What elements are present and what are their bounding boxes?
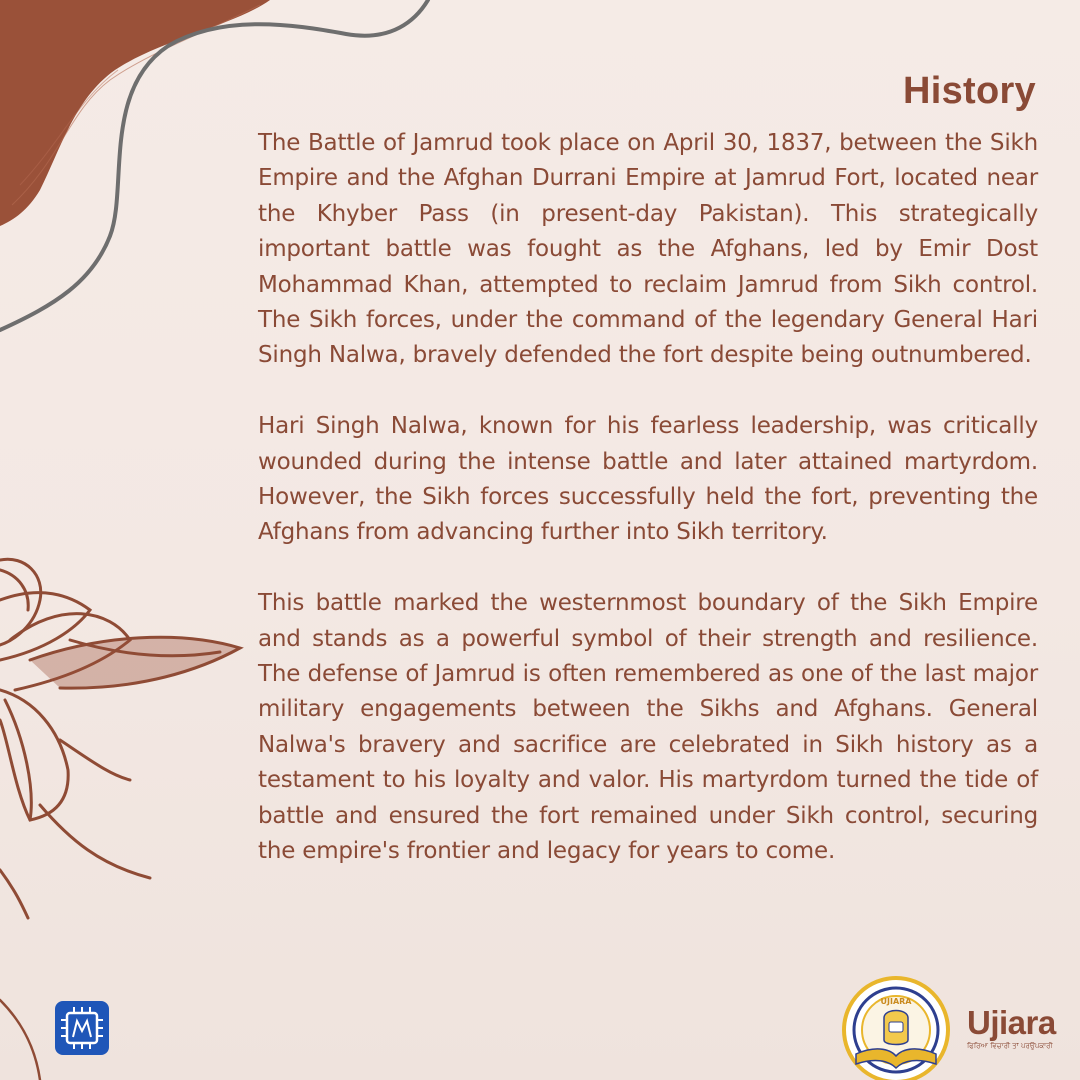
brand-tagline: ਫਿਰਿਆ ਵਿਚਾਰੀ ਤਾਂ ਪਰਉਪਕਾਰੀ bbox=[967, 1042, 1053, 1050]
history-text bbox=[258, 126, 1038, 870]
paragraph-1: The Battle of Jamrud took place on April 30, 1837, between the Sikh Empire and the Afghan Durrani Empire at Jamrud Fort, located near the Khyber Pass (in present-day Pakistan). This strategically important battle was fought as the Afghans, led by Emir Dost Mohammad Khan, attempted to reclaim Jamrud from Sikh control. The Sikh forces, under the command of the legendary General Hari Singh Nalwa, bravely defended the fort despite being outnumbered. bbox=[258, 130, 1038, 369]
lower-stems bbox=[0, 1000, 40, 1080]
paragraph-2: Hari Singh Nalwa, known for his fearless leadership, was critically wounded during the intense battle and later attained martyrdom. However, the Sikh forces successfully held the fort, preventing the Afghans from advancing further into Sikh territory. bbox=[258, 413, 1038, 546]
page-title: History bbox=[902, 70, 1036, 112]
circuit-chip-logo bbox=[55, 1001, 109, 1055]
emblem-text: UJIARA bbox=[880, 997, 912, 1006]
brand-name: Ujiara bbox=[967, 1004, 1056, 1041]
ujiara-emblem bbox=[834, 974, 958, 1080]
paragraph-3: This battle marked the westernmost boundary of the Sikh Empire and stands as a powerful symbol of their strength and resilience. The defense of Jamrud is often remembered as one of the last major military engagements between the Sikhs and Afghans. General Nalwa's bravery and sacrifice are celebrated in Sikh history as a testament to his loyalty and valor. His martyrdom turned the tide of battle and ensured the fort remained under Sikh control, securing the empire's frontier and legacy for years to come. bbox=[258, 590, 1038, 865]
top-left-blob-shape bbox=[0, 0, 270, 226]
chip-icon bbox=[55, 1001, 109, 1055]
lotus-flower-illustration bbox=[0, 559, 240, 918]
